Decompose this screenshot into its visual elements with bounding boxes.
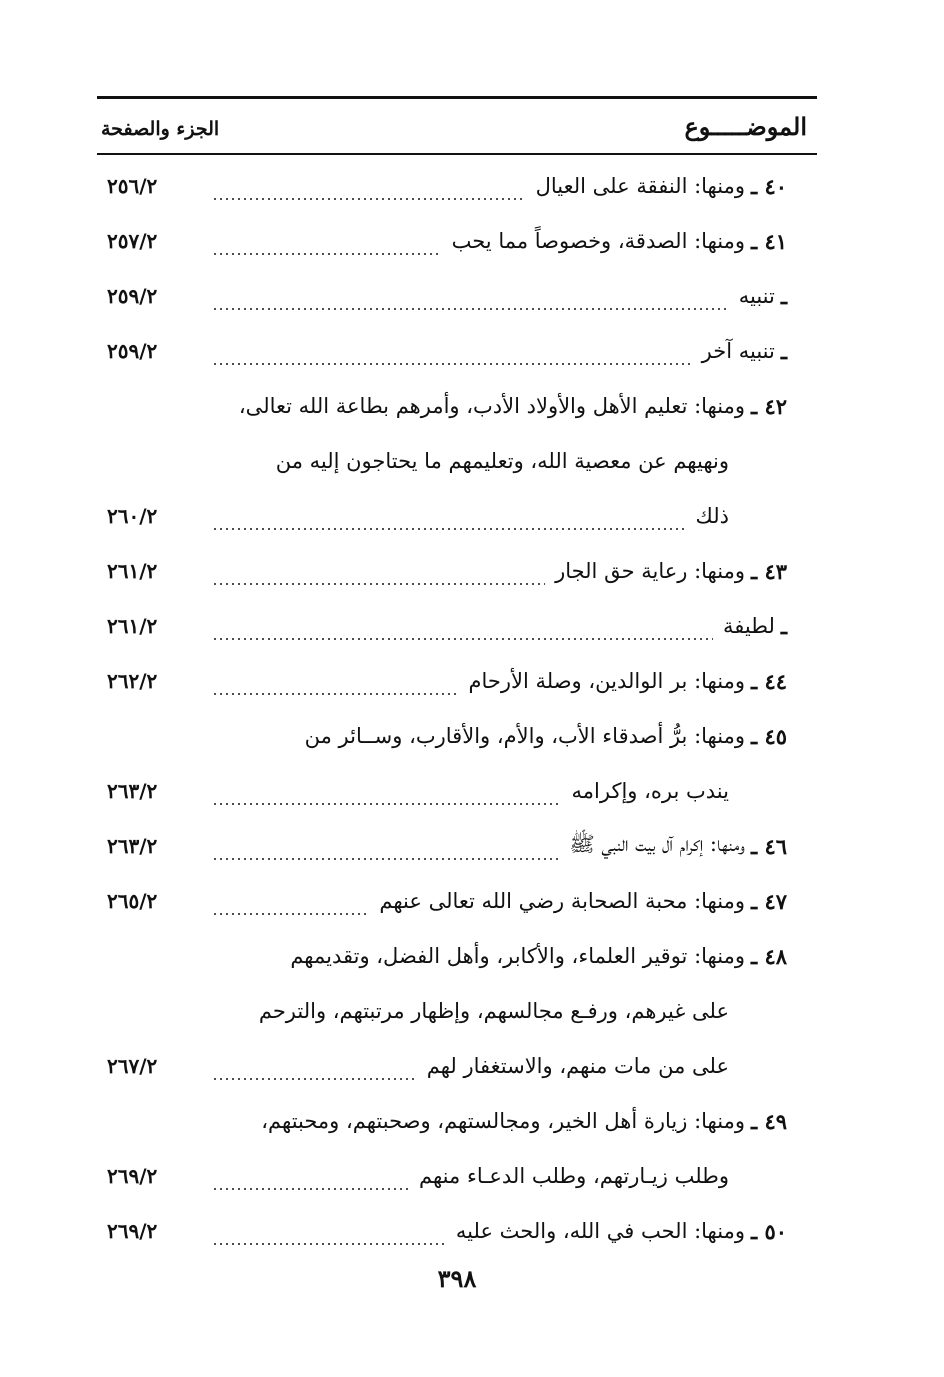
- toc-entry-title: يندب بره، وإكرامه: [571, 779, 729, 803]
- toc-entry-page-ref: ٢٦٣/٢: [107, 834, 158, 858]
- toc-entry-line: [202, 331, 787, 371]
- page-number: ٣٩٨: [437, 1264, 477, 1293]
- toc-entry-number: ٤٥ ـ: [750, 723, 787, 749]
- dot-leader: [212, 1078, 417, 1080]
- toc-entry-page-ref: ٢٦٧/٢: [107, 1054, 158, 1078]
- toc-entry-number: ٤٨ ـ: [750, 943, 787, 969]
- dot-leader: [212, 913, 369, 915]
- toc-entry-title: ومنها: الحب في الله، والحث عليه: [455, 1219, 745, 1243]
- toc-entry-page-ref: ٢٥٧/٢: [107, 229, 158, 253]
- toc-entry-line: [202, 276, 787, 316]
- toc-entry-number: ٤٢ ـ: [750, 393, 787, 419]
- toc-entry-line: [202, 716, 787, 756]
- toc-entry-line: [202, 661, 787, 701]
- toc-entry-line: [202, 881, 787, 921]
- dot-leader: [212, 198, 526, 200]
- toc-entry-line: [202, 606, 787, 646]
- toc-entry-number: ٤٠ ـ: [750, 173, 787, 199]
- top-rule: [97, 96, 817, 99]
- toc-entry-line: [202, 166, 787, 206]
- dot-leader: [212, 308, 729, 310]
- toc-entry-number: ٤٣ ـ: [750, 558, 787, 584]
- toc-entry-page-ref: ٢٦٢/٢: [107, 669, 158, 693]
- toc-entry-title: لطيفة: [723, 614, 775, 638]
- toc-entry-page-ref: ٢٦٩/٢: [107, 1219, 158, 1243]
- toc-entry-title: تنبيه آخر: [701, 339, 775, 363]
- toc-entry-title: ومنها: برُّ أصدقاء الأب، والأم، والأقارب، وســائر من: [304, 724, 745, 748]
- dot-leader: [212, 528, 686, 530]
- dot-leader: [212, 583, 545, 585]
- toc-entry-line: [202, 936, 787, 976]
- toc-entry-page-ref: ٢٦١/٢: [107, 614, 158, 638]
- toc-header: [97, 106, 817, 150]
- toc-entry-line: [202, 771, 729, 811]
- dot-leader: [212, 638, 713, 640]
- dot-leader: [212, 1188, 409, 1190]
- header-reference: الجزء والصفحة: [101, 118, 220, 140]
- toc-entry-page-ref: ٢٦٠/٢: [107, 504, 158, 528]
- toc-entry-line: [202, 1156, 729, 1196]
- toc-entry-number: ٤١ ـ: [750, 228, 787, 254]
- toc-entry-number: ٤٤ ـ: [750, 668, 787, 694]
- toc-entry-number: ٤٩ ـ: [750, 1108, 787, 1134]
- toc-entry-line: [202, 1046, 729, 1086]
- toc-entry-number: ـ: [780, 613, 787, 639]
- toc-entry-number: ـ: [780, 338, 787, 364]
- toc-page: [97, 96, 817, 1296]
- toc-entry-title: على غيرهم، ورفـع مجالسهم، وإظهار مرتبتهم، والترحم: [258, 999, 729, 1023]
- toc-entry-title: ذلك: [695, 504, 729, 528]
- toc-entry-number: ٤٧ ـ: [750, 888, 787, 914]
- toc-entry-number: ـ: [780, 283, 787, 309]
- toc-entry-title: على من مات منهم، والاستغفار لهم: [426, 1054, 729, 1078]
- toc-entry-title: تنبيه: [738, 284, 775, 308]
- dot-leader: [212, 693, 458, 695]
- toc-entry-line: [202, 991, 729, 1031]
- toc-entry-title: ومنها: الصدقة، وخصوصاً مما يحب: [451, 229, 745, 253]
- toc-entry-line: [202, 441, 729, 481]
- toc-entry-page-ref: ٢٦١/٢: [107, 559, 158, 583]
- toc-entry-number: ٥٠ ـ: [750, 1218, 787, 1244]
- header-rule: [97, 153, 817, 155]
- toc-entry-line: [202, 826, 787, 866]
- dot-leader: [212, 253, 442, 255]
- toc-entry-line: [202, 386, 787, 426]
- toc-entry-title: ومنها: النفقة على العيال: [535, 174, 745, 198]
- dot-leader: [212, 858, 559, 860]
- toc-entry-title: ومنها: بر الوالدين، وصلة الأرحام: [468, 669, 745, 693]
- toc-entry-line: [202, 551, 787, 591]
- toc-entry-number: ٤٦ ـ: [750, 833, 787, 859]
- toc-entry-title: ومنها: رعاية حق الجار: [555, 559, 745, 583]
- toc-entry-page-ref: ٢٥٩/٢: [107, 339, 158, 363]
- toc-entry-page-ref: ٢٦٣/٢: [107, 779, 158, 803]
- toc-entry-title: ونهيهم عن معصية الله، وتعليمهم ما يحتاجون إليه من: [275, 449, 729, 473]
- toc-entry-title: ومنها: محبة الصحابة رضي الله تعالى عنهم: [379, 889, 745, 913]
- toc-entry-line: [202, 221, 787, 261]
- dot-leader: [212, 803, 562, 805]
- toc-entry-page-ref: ٢٦٥/٢: [107, 889, 158, 913]
- toc-entry-title: ومنها: زيارة أهل الخير، ومجالستهم، وصحبتهم، ومحبتهم،: [261, 1109, 745, 1133]
- dot-leader: [212, 1243, 446, 1245]
- toc-entry-page-ref: ٢٦٩/٢: [107, 1164, 158, 1188]
- toc-entry-line: [202, 1101, 787, 1141]
- toc-entry-page-ref: ٢٥٩/٢: [107, 284, 158, 308]
- toc-entry-title: ومنها: تعليم الأهل والأولاد الأدب، وأمرهم بطاعة الله تعالى،: [238, 394, 745, 418]
- toc-entry-title: وطلب زيـارتهم، وطلب الدعـاء منهم: [419, 1164, 729, 1188]
- dot-leader: [212, 363, 692, 365]
- toc-entry-line: [202, 1211, 787, 1251]
- header-topic: الموضـــــوع: [684, 112, 807, 141]
- toc-entry-title: ومنها: إكرام آل بيت النبي ﷺ: [569, 831, 745, 856]
- toc-entry-title: ومنها: توقير العلماء، والأكابر، وأهل الفضل، وتقديمهم: [290, 944, 745, 968]
- toc-entry-page-ref: ٢٥٦/٢: [107, 174, 158, 198]
- toc-entry-line: [202, 496, 729, 536]
